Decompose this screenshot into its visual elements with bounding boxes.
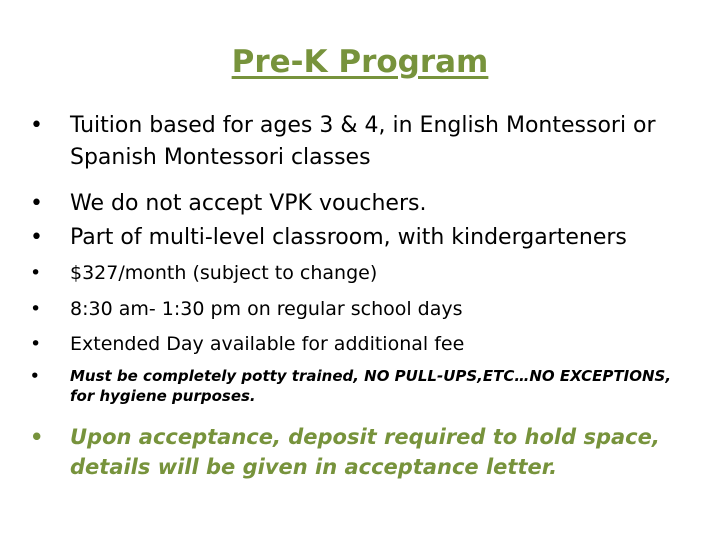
- bullet-text: 8:30 am- 1:30 pm on regular school days: [70, 298, 463, 320]
- bullet-text: $327/month (subject to change): [70, 262, 378, 284]
- bullet-text: We do not accept VPK vouchers.: [70, 191, 427, 216]
- bullet-tuition: [30, 110, 695, 174]
- bullet-marker: •: [30, 367, 40, 385]
- bullet-price: [30, 260, 695, 286]
- bullet-potty-trained: [30, 366, 695, 406]
- bullet-text: Extended Day available for additional fee: [70, 333, 465, 355]
- bullet-text: Part of multi-level classroom, with kindergarteners: [70, 225, 627, 250]
- bullet-extended-day: [30, 331, 695, 357]
- bullet-marker: •: [30, 298, 42, 320]
- bullet-multilevel: [30, 222, 695, 254]
- bullet-marker: •: [30, 113, 43, 138]
- bullet-vpk: [30, 188, 695, 220]
- bullet-text: Must be completely potty trained, NO PULL-UPS,ETC…NO EXCEPTIONS, for hygiene purposes.: [70, 367, 672, 405]
- bullet-hours: [30, 296, 695, 322]
- bullet-marker: •: [30, 262, 42, 284]
- bullet-text: Tuition based for ages 3 & 4, in English Montessori or Spanish Montessori classes: [70, 113, 656, 170]
- bullet-marker: •: [30, 191, 43, 216]
- bullet-text-highlight: Upon acceptance, deposit required to hold space, details will be given in acceptance letter.: [70, 425, 660, 479]
- bullet-marker: •: [30, 225, 43, 250]
- slide-title: Pre-K Program: [231, 44, 489, 80]
- bullet-marker: •: [30, 333, 42, 355]
- bullet-marker: •: [30, 425, 44, 449]
- bullet-deposit: [30, 422, 695, 482]
